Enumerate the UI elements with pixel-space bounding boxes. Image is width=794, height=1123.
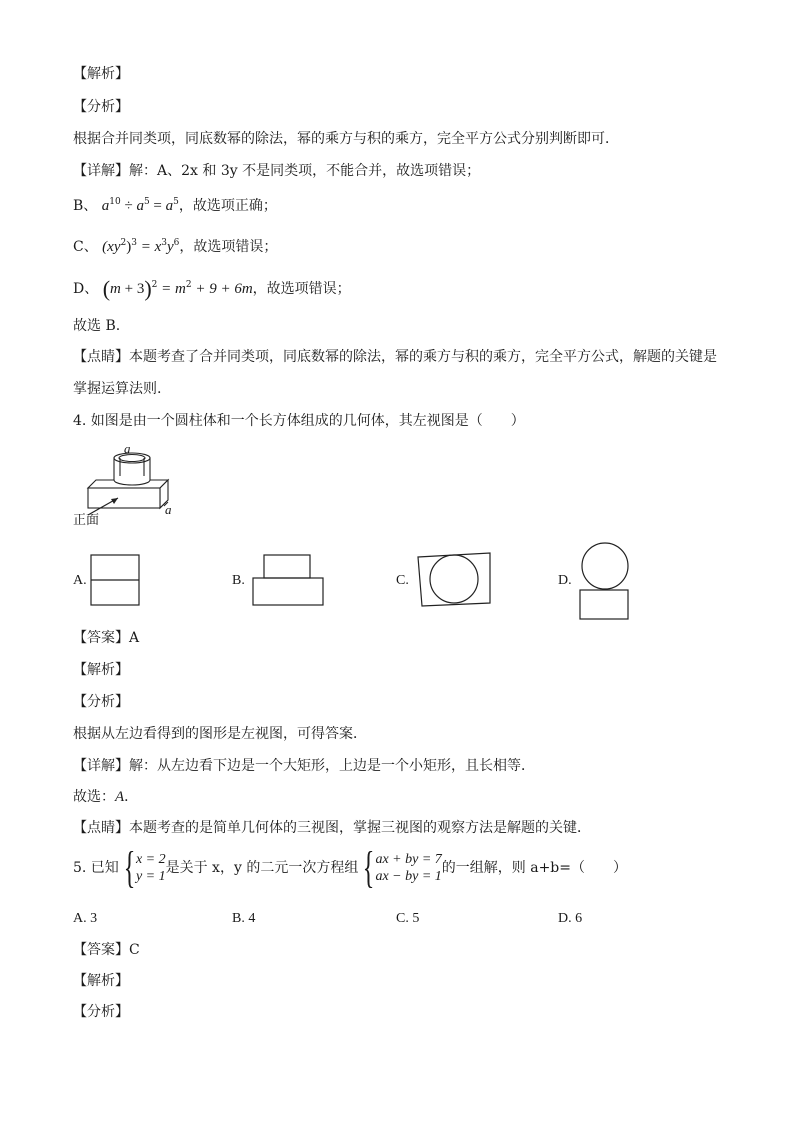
q5-num: 5. 已知 [73,860,119,876]
q5-option-c: C. 5 [396,911,420,926]
answer-value-5: C [129,942,140,958]
analysis-text-4: 根据从左边看得到的图形是左视图，可得答案． [73,726,367,742]
detail-text-4: 解：从左边看下边是一个大矩形，上边是一个小矩形，且长相等． [129,758,535,774]
q4-option-a-label: A. [73,573,87,588]
c-exp1: 2 [120,238,127,248]
fig-label-a-right: a [165,502,172,517]
d-eq: = m [157,281,186,297]
dianjing-line-4 [73,818,591,838]
answer-tag-4: 【答案】 [73,630,129,646]
d-tail: ，故选项错误； [252,281,351,297]
detail-a-text: 解：A、2x 和 3y 不是同类项，不能合并，故选项错误； [129,163,481,179]
dianjing-text-3b: 掌握运算法则. [73,381,162,397]
answer-line-5 [73,940,140,960]
jiexi-heading-4: 【解析】 [73,662,129,678]
q5-sys2-line1: ax + by = 7 [375,852,442,867]
fenxi-heading-5: 【分析】 [73,1004,129,1020]
answer-tag-5: 【答案】 [73,942,129,958]
c-expr: (xy [102,239,121,255]
q4-option-a-figure [90,554,142,608]
choice-suffix-4: ． [124,789,139,805]
q4-option-c-label: C. [396,573,409,588]
dianjing-tag-4: 【点睛】 [73,820,129,836]
b-base1: a [101,198,110,214]
c-eq: = x [136,239,162,255]
b-eq: = [149,198,166,214]
d-exp: 2 [151,280,158,290]
detail-line-4 [73,756,535,776]
jiexi-heading-5: 【解析】 [73,973,129,989]
dianjing-text-3a: 本题考查了合并同类项，同底数幂的除法，幂的乘方与积的乘方，完全平方公式，解题的关键是 [129,349,717,365]
detail-line-d [73,276,351,301]
answer-line-4 [73,628,139,648]
fig-label-a-top: a [124,441,131,456]
q5-option-b: B. 4 [232,911,256,926]
detail-line-b [73,196,277,216]
analysis-text-3: 根据合并同类项，同底数幂的除法，幂的乘方与积的乘方，完全平方公式分别判断即可． [73,131,619,147]
fenxi-heading-3: 【分析】 [73,99,129,115]
q4-option-c-figure [416,552,494,608]
q5-sys1-line2: y = 1 [135,869,166,884]
q5-brace-2: { [363,843,375,892]
d-plus: + 3 [120,281,145,297]
b-label: B、 [73,198,98,214]
b-exp3: 5 [173,197,179,207]
q5-brace-1: { [123,843,136,892]
d-inner: m [110,281,121,297]
answer-value-4: A [129,630,140,646]
b-op: ÷ [120,198,137,214]
b-tail: ，故选项正确； [178,198,277,214]
choice-4 [73,787,138,807]
d-rparen: ) [144,276,152,301]
choice-3: 故选 B. [73,318,121,334]
q5-tail: 的一组解，则 a+b=（ ） [441,860,628,876]
d-rest: + 9 + 6m [191,281,253,297]
fig-label-front: 正面 [73,513,100,528]
q5-mid: 是关于 x，y 的二元一次方程组 [165,860,359,876]
q5-option-a: A. 3 [73,911,98,926]
q4-option-d-figure [578,542,632,622]
q5-system-1 [136,851,166,885]
b-exp2: 5 [143,197,150,207]
d-lparen: ( [102,276,111,301]
question-5-stem [73,843,628,892]
c-exp2: 3 [131,238,137,248]
dianjing-tag-3: 【点睛】 [73,349,129,365]
choice-prefix-4: 故选： [73,789,115,805]
choice-letter-4: A [115,789,125,805]
dianjing-text-4: 本题考查的是简单几何体的三视图，掌握三视图的观察方法是解题的关键． [129,820,591,836]
q5-system-2 [375,851,441,885]
q4-option-b-figure [251,554,325,608]
d-exp2: 2 [185,280,192,290]
detail-tag-4: 【详解】 [73,758,129,774]
b-base2: a [136,198,144,214]
c-exp4: 6 [173,238,180,248]
c-close: ) [126,239,132,255]
question-4-stem: 4. 如图是由一个圆柱体和一个长方体组成的几何体，其左视图是（ ） [73,413,525,429]
detail-tag: 【详解】 [73,163,129,179]
b-base3: a [165,198,174,214]
c-exp3: 3 [161,238,167,248]
q5-option-d: D. 6 [558,911,583,926]
jiexi-heading-3: 【解析】 [73,66,129,82]
q4-option-d-label: D. [558,573,572,588]
q5-sys2-line2: ax − by = 1 [375,869,442,884]
c-y: y [166,239,174,255]
detail-line-c [73,237,277,257]
c-label: C、 [73,239,98,255]
dianjing-line-1 [73,347,717,367]
b-exp1: 10 [109,197,121,207]
fenxi-heading-4: 【分析】 [73,694,129,710]
q5-sys1-line1: x = 2 [135,852,166,867]
d-label: D、 [73,281,99,297]
detail-line-a [73,161,480,181]
c-tail: ，故选项错误； [179,239,278,255]
q4-option-b-label: B. [232,573,245,588]
